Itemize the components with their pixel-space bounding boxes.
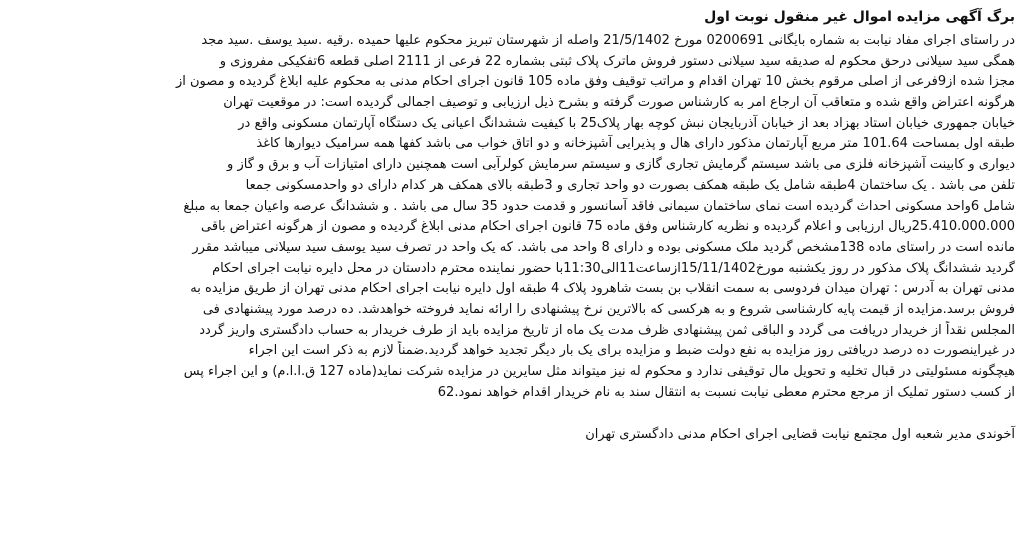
body-line: در راستای اجرای مفاد نیابت به شماره بایگانی 0200691 مورخ 21/5/1402 واصله از شهرستان تبریز محکوم علیها حمیده .رقیه .سید یوسف .سید مجد [201, 33, 1015, 48]
notice-signature: آخوندی مدیر شعبه اول مجتمع نیابت قضایی اجرای احکام مدنی دادگستری تهران [585, 427, 1015, 443]
body-line: همگی سید سیلانی درحق محکوم له صدیقه سید سیلانی دستور فروش ماترک پلاک ثبتی بشماره 22 فرعی از 2111 اصلی قطعه 6تفکیکی مفروزی و [219, 53, 1015, 69]
body-line: دیواری و کابینت آشپزخانه فلزی می باشد سیستم گرمایش تجاری گازی و سیستم سرمایش کولرآبی است همچنین دارای امتیازات آب و برق و گاز و [227, 157, 1015, 173]
body-line: تلفن می باشد . یک ساختمان 4طبقه شامل یک طبقه همکف بصورت دو واحد تجاری و 3طبقه بالای همکف هر کدام دارای دو واحدمسکونی جمعا [245, 177, 1015, 193]
notice-title: برگ آگهی مزایده اموال غیر منقول نوبت اول [704, 9, 1015, 25]
body-line: از کسب دستور تملیک از مرجع محترم معطی نیابت نسبت به انتقال سند به نام خریدار اقدام خواهد نمود.62 [437, 384, 1015, 400]
body-line: هیچگونه مسئولیتی در قبال تخلیه و تحویل مال توقیفی ندارد و محکوم له نیز میتواند مثل سایرین در مزایده شرکت نماید(ماده 127 ق.ا.ا.م) و این اجراء پس [183, 364, 1015, 379]
body-line: مدنی تهران به آدرس : تهران میدان فردوسی به سمت انقلاب بن بست شاهرود پلاک 4 طبقه اول دایره نیابت اجرای احکام مدنی تهران از طریق مزایده به [190, 281, 1015, 297]
body-line: طبقه اول بمساحت 101.64 متر مربع آپارتمان مذکور دارای هال و پذیرایی آشپزخانه و دو اتاق خواب می باشد کفها همه سرامیک دیوارها کاغذ [256, 136, 1015, 152]
body-line: شامل 6واحد مسکونی احداث گردیده است نمای ساختمان سیمانی فاقد آسانسور و قدمت حدود 35 سال می باشد . و ششدانگ عرصه واعیان جمعا به مبلغ [183, 198, 1015, 214]
body-line: المجلس نقداً از خریدار دریافت می گردد و الباقی ثمن پیشنهادی ظرف مدت یک ماه از تاریخ مزایده باید از طرف خریدار به حساب دادگستری واریز گردد [199, 322, 1015, 338]
body-line: هرگونه اعتراض واقع شده و متعاقب آن ارجاع امر به کارشناس صورت گرفته و بشرح ذیل ارزیابی و توصیف اجمالی گردیده است: در موقعیت تهران [223, 95, 1015, 111]
body-line: 25.410.000.000ریال ارزیابی و اعلام گردیده و نظریه کارشناس وفق ماده 75 قانون اجرای احکام مدنی ابلاغ گردیده و مصون از هرگونه اعتراض باقی [201, 219, 1015, 235]
notice-body [10, 31, 1015, 403]
body-line: گردید ششدانگ پلاک مذکور در روز یکشنبه مورخ15/11/1402ازساعت11الی11:30با حضور نماینده محترم دادستان در محل دایره نیابت اجرای احکام [212, 260, 1015, 276]
body-line: در غیراینصورت ده درصد دریافتی روز مزایده به نفع دولت ضبط و مزایده برای یک بار دیگر تجدید خواهد گردید.ضمناً لازم به ذکر است این اجراء [248, 343, 1015, 359]
body-line: خیابان جمهوری خیابان استاد بهزاد بعد از خیابان آذربایجان نبش کوچه بهار پلاک25 با کیفیت ششدانگ اعیانی یک دستگاه آپارتمان مسکونی واقع در [238, 115, 1015, 131]
body-line: مانده است در راستای ماده 138مشخص گردید ملک مسکونی بوده و دارای 8 واحد می باشد. که یک واحد در تصرف سید یوسف سید سیلانی میباشد مقرر [192, 239, 1015, 255]
body-line: فروش برسد.مزایده از قیمت پایه کارشناسی شروع و به هرکسی که بالاترین نرخ پیشنهادی را ارائه نماید فروخته خواهدشد. ده درصد مورد پیشنهادی فی [202, 301, 1015, 317]
body-line: مجزا شده از9فرعی از اصلی مرقوم بخش 10 تهران اقدام و مراتب توقیف وفق ماده 105 قانون اجرای احکام مدنی به محکوم علیه ابلاغ گردیده و مصون از [175, 74, 1015, 90]
